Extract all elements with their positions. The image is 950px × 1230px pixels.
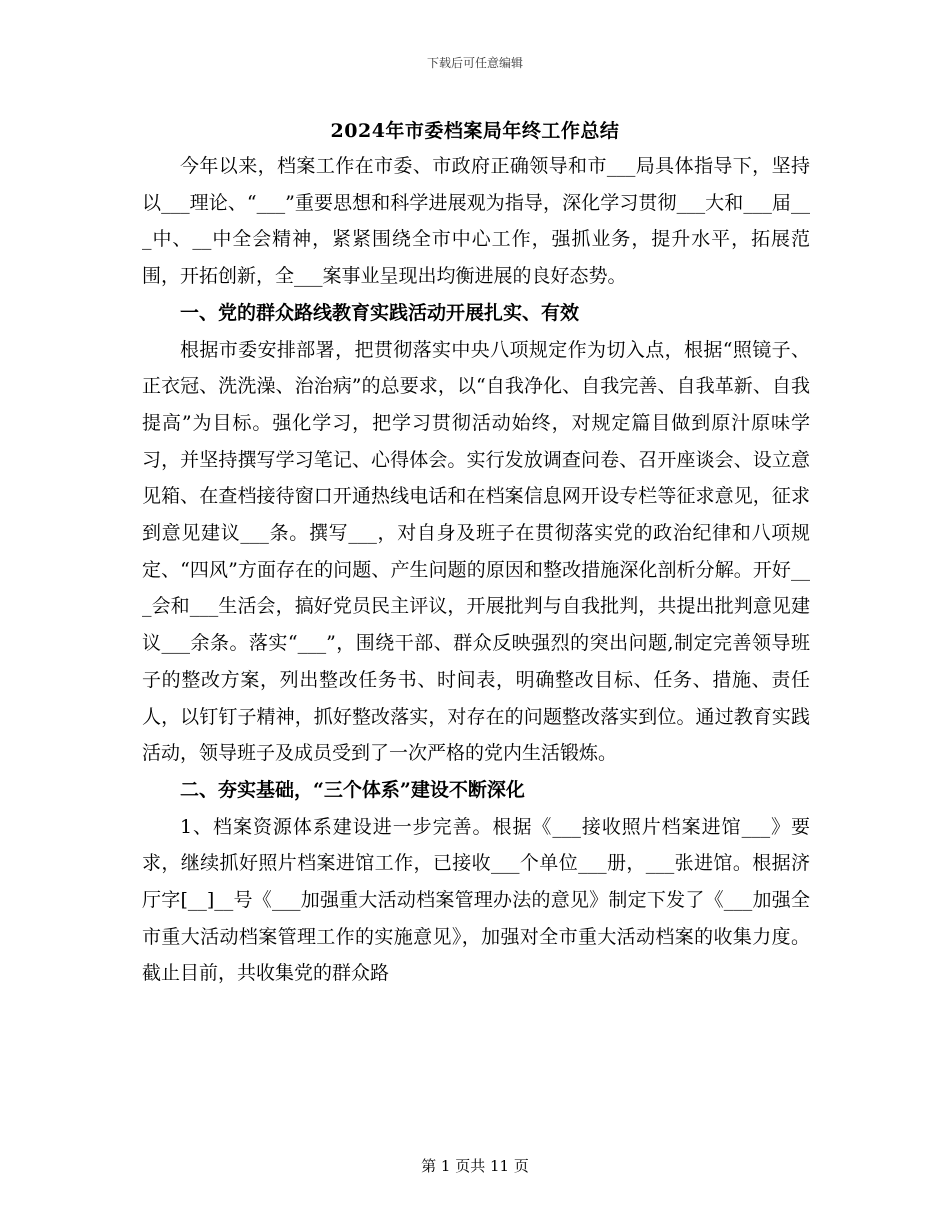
document-title: 2024年市委档案局年终工作总结 bbox=[330, 120, 620, 142]
page-number: 第 1 页共 11 页 bbox=[421, 1157, 529, 1175]
section-2-paragraph: 1、档案资源体系建设进一步完善。根据《___接收照片档案进馆___》要求，继续抓好照片档案进馆工作，已接收___个单位___册，___张进馆。根据济厅字[__]__号《___加强重大活动档案管理办法的意见》制定下发了《___加强全市重大活动档案管理工作的实施意见》，加强对全市重大活动档案的收集力度。截止目前，共收集党的群众路 bbox=[142, 815, 810, 985]
header-note: 下载后可任意编辑 bbox=[426, 56, 523, 70]
section-1-paragraph: 根据市委安排部署，把贯彻落实中央八项规定作为切入点，根据“照镜子、正衣冠、洗洗澡、治治病”的总要求，以“自我净化、自我完善、自我革新、自我提高”为目标。强化学习，把学习贯彻活动始终，对规定篇目做到原汁原味学习，并坚持撰写学习笔记、心得体会。实行发放调查问卷、召开座谈会、设立意见箱、在查档接待窗口开通热线电话和在档案信息网开设专栏等征求意见，征求到意见建议___条。撰写___，对自身及班子在贯彻落实党的政治纪律和八项规定、“四风”方面存在的问题、产生问题的原因和整改措施深化剖析分解。开好___会和___生活会，搞好党员民主评议，开展批判与自我批判，共提出批判意见建议___余条。落实“___”，围绕干部、群众反映强烈的突出问题,制定完善领导班子的整改方案，列出整改任务书、时间表，明确整改目标、任务、措施、责任人，以钉钉子精神，抓好整改落实，对存在的问题整改落实到位。通过教育实践活动，领导班子及成员受到了一次严格的党内生活锻炼。 bbox=[142, 338, 810, 765]
intro-paragraph: 今年以来，档案工作在市委、市政府正确领导和市___局具体指导下，坚持以___理论、“___”重要思想和科学进展观为指导，深化学习贯彻___大和___届___中、__中全会精神，紧紧围绕全市中心工作，强抓业务，提升水平，拓展范围，开拓创新，全___案事业呈现出均衡进展的良好态势。 bbox=[142, 155, 810, 288]
section-heading-2: 二、夯实基础，“三个体系”建设不断深化 bbox=[180, 778, 525, 801]
section-heading-1: 一、党的群众路线教育实践活动开展扎实、有效 bbox=[180, 301, 580, 324]
document-body bbox=[142, 148, 810, 992]
